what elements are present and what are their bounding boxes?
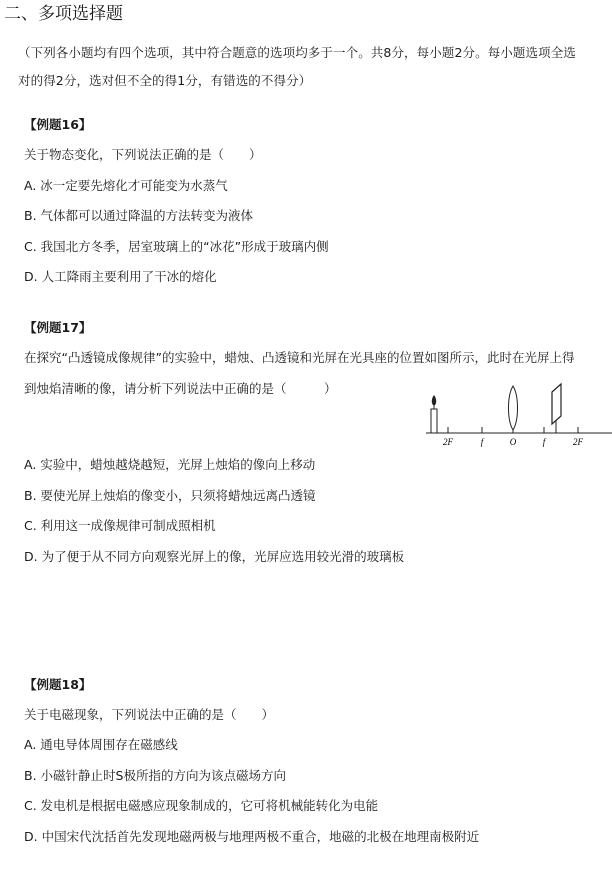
label-f-left: f <box>480 437 484 447</box>
question-17-option-d[interactable]: D. 为了便于从不同方向观察光屏上的像，光屏应选用较光滑的玻璃板 <box>24 549 405 564</box>
question-18-label: 【例题18】 <box>24 677 92 692</box>
question-16-option-d[interactable]: D. 人工降雨主要利用了干冰的熔化 <box>24 269 217 284</box>
question-17-option-b[interactable]: B. 要使光屏上烛焰的像变小，只须将蜡烛远离凸透镜 <box>24 488 316 503</box>
section-intro-line-1: （下列各小题均有四个选项，其中符合题意的选项均多于一个。共8分，每小题2分。每小题选项全选 <box>18 45 576 60</box>
section-title: 二、多项选择题 <box>4 4 123 24</box>
question-17-option-a[interactable]: A. 实验中，蜡烛越烧越短，光屏上烛焰的像向上移动 <box>24 457 316 472</box>
light-screen-icon <box>552 384 561 424</box>
label-f-right: f <box>542 437 546 447</box>
optical-bench-figure <box>426 376 612 450</box>
question-17-label: 【例题17】 <box>24 320 92 335</box>
question-17-option-c[interactable]: C. 利用这一成像规律可制成照相机 <box>24 518 216 533</box>
section-intro-line-2: 对的得2分，选对但不全的得1分，有错选的不得分） <box>18 73 312 88</box>
question-17-stem-line-2: 到烛焰清晰的像，请分析下列说法中正确的是（ ） <box>24 381 337 396</box>
question-16-option-b[interactable]: B. 气体都可以通过降温的方法转变为液体 <box>24 208 254 223</box>
question-18-option-a[interactable]: A. 通电导体周围存在磁感线 <box>24 737 178 752</box>
question-18-option-c[interactable]: C. 发电机是根据电磁感应现象制成的，它可将机械能转化为电能 <box>24 798 379 813</box>
question-18-option-d[interactable]: D. 中国宋代沈括首先发现地磁两极与地理两极不重合，地磁的北极在地理南极附近 <box>24 829 480 844</box>
convex-lens-icon <box>509 386 518 430</box>
question-16-option-a[interactable]: A. 冰一定要先熔化才可能变为水蒸气 <box>24 178 228 193</box>
candle-icon <box>431 395 437 433</box>
label-o: O <box>509 437 517 447</box>
question-16-label: 【例题16】 <box>24 117 92 132</box>
question-18-stem: 关于电磁现象，下列说法中正确的是（ ） <box>24 707 275 722</box>
label-2f-right: 2F <box>573 437 583 447</box>
label-2f-left: 2F <box>443 437 453 447</box>
question-16-stem: 关于物态变化，下列说法正确的是（ ） <box>24 147 262 162</box>
question-18-option-b[interactable]: B. 小磁针静止时S极所指的方向为该点磁场方向 <box>24 768 286 783</box>
question-16-option-c[interactable]: C. 我国北方冬季，居室玻璃上的“冰花”形成于玻璃内侧 <box>24 239 329 254</box>
question-17-stem-line-1: 在探究“凸透镜成像规律”的实验中，蜡烛、凸透镜和光屏在光具座的位置如图所示，此时在光屏上得 <box>24 350 575 365</box>
